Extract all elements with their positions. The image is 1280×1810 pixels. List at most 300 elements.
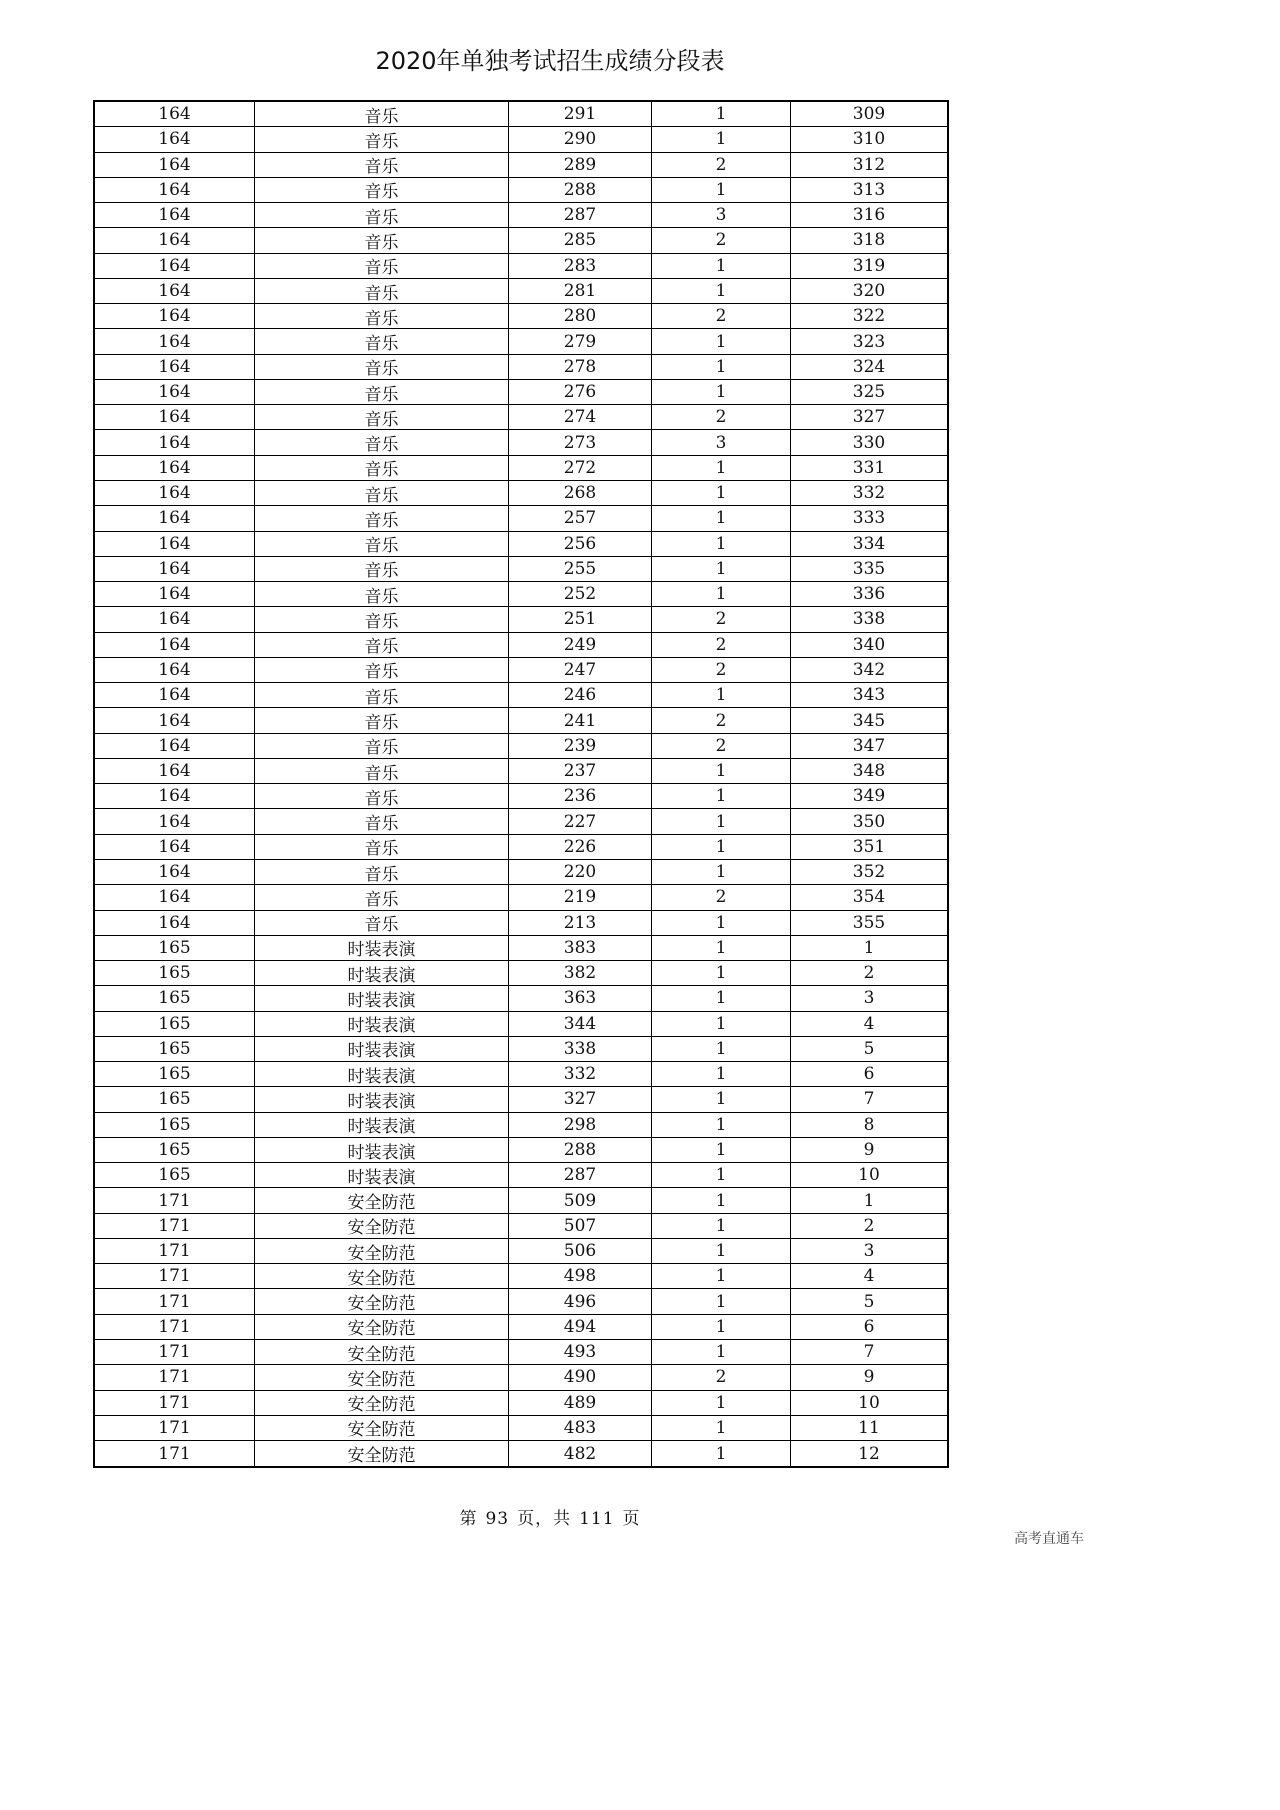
table-row <box>95 102 947 127</box>
score-cell: 383 <box>509 936 652 960</box>
category-name-cell: 安全防范 <box>255 1416 509 1440</box>
score-cell: 494 <box>509 1315 652 1339</box>
table-row <box>95 1315 947 1340</box>
count-cell: 1 <box>652 532 791 556</box>
category-name-cell: 安全防范 <box>255 1239 509 1263</box>
score-cell: 274 <box>509 405 652 429</box>
table-row <box>95 986 947 1011</box>
count-cell: 1 <box>652 683 791 707</box>
cumulative-count-cell: 320 <box>852 280 886 301</box>
count-cell: 2 <box>652 607 791 631</box>
count-cell: 1 <box>652 961 791 985</box>
score-cell: 278 <box>509 355 652 379</box>
cumulative-count-cell: 9 <box>863 1367 875 1388</box>
table-row <box>95 1012 947 1037</box>
category-code-cell: 164 <box>95 860 255 884</box>
count-cell: 1 <box>652 809 791 833</box>
table-row <box>95 254 947 279</box>
category-code-cell: 164 <box>95 911 255 935</box>
cumulative-count-cell: 5 <box>863 1291 875 1312</box>
cumulative-count-cell: 3 <box>863 988 875 1009</box>
cumulative-count-cell: 7 <box>863 1089 875 1110</box>
category-name-cell: 音乐 <box>255 228 509 252</box>
category-name-cell: 音乐 <box>255 683 509 707</box>
cumulative-count-cell: 7 <box>863 1342 875 1363</box>
category-name-cell: 安全防范 <box>255 1365 509 1389</box>
score-cell: 281 <box>509 279 652 303</box>
category-code-cell: 164 <box>95 784 255 808</box>
table-row <box>95 1214 947 1239</box>
score-cell: 280 <box>509 304 652 328</box>
cumulative-count-cell: 349 <box>852 786 886 807</box>
category-name-cell: 时装表演 <box>255 961 509 985</box>
category-name-cell: 音乐 <box>255 532 509 556</box>
score-cell: 247 <box>509 658 652 682</box>
category-code-cell: 165 <box>95 986 255 1010</box>
category-name-cell: 音乐 <box>255 279 509 303</box>
score-cell: 489 <box>509 1391 652 1415</box>
category-name-cell: 音乐 <box>255 304 509 328</box>
category-name-cell: 音乐 <box>255 885 509 909</box>
count-cell: 1 <box>652 1391 791 1415</box>
category-code-cell: 164 <box>95 355 255 379</box>
count-cell: 1 <box>652 127 791 151</box>
cumulative-count-cell: 4 <box>863 1266 875 1287</box>
category-code-cell: 164 <box>95 885 255 909</box>
score-cell: 226 <box>509 835 652 859</box>
category-name-cell: 音乐 <box>255 658 509 682</box>
footer-total-pages: 111 <box>579 1509 615 1529</box>
score-cell: 273 <box>509 430 652 454</box>
cumulative-count-cell: 352 <box>852 862 886 883</box>
category-code-cell: 164 <box>95 532 255 556</box>
category-name-cell: 安全防范 <box>255 1214 509 1238</box>
category-code-cell: 165 <box>95 1113 255 1137</box>
table-row <box>95 430 947 455</box>
score-cell: 291 <box>509 102 652 126</box>
category-code-cell: 171 <box>95 1391 255 1415</box>
count-cell: 1 <box>652 380 791 404</box>
score-cell: 241 <box>509 708 652 732</box>
count-cell: 1 <box>652 986 791 1010</box>
count-cell: 1 <box>652 1163 791 1187</box>
score-cell: 382 <box>509 961 652 985</box>
count-cell: 1 <box>652 1012 791 1036</box>
table-row <box>95 1087 947 1112</box>
category-code-cell: 171 <box>95 1315 255 1339</box>
category-name-cell: 音乐 <box>255 329 509 353</box>
cumulative-count-cell: 5 <box>863 1038 875 1059</box>
cumulative-count-cell: 318 <box>852 230 886 251</box>
category-name-cell: 音乐 <box>255 405 509 429</box>
table-row <box>95 860 947 885</box>
category-code-cell: 165 <box>95 961 255 985</box>
table-row <box>95 911 947 936</box>
score-cell: 213 <box>509 911 652 935</box>
table-row <box>95 532 947 557</box>
table-row <box>95 279 947 304</box>
category-code-cell: 171 <box>95 1340 255 1364</box>
category-name-cell: 音乐 <box>255 734 509 758</box>
category-code-cell: 164 <box>95 658 255 682</box>
score-cell: 483 <box>509 1416 652 1440</box>
score-cell: 257 <box>509 506 652 530</box>
category-code-cell: 164 <box>95 228 255 252</box>
category-code-cell: 164 <box>95 835 255 859</box>
cumulative-count-cell: 331 <box>852 457 886 478</box>
count-cell: 1 <box>652 1264 791 1288</box>
count-cell: 1 <box>652 784 791 808</box>
cumulative-count-cell: 324 <box>852 356 886 377</box>
score-cell: 220 <box>509 860 652 884</box>
category-code-cell: 164 <box>95 607 255 631</box>
score-cell: 298 <box>509 1113 652 1137</box>
count-cell: 2 <box>652 304 791 328</box>
category-code-cell: 164 <box>95 708 255 732</box>
cumulative-count-cell: 2 <box>863 963 875 984</box>
score-cell: 287 <box>509 203 652 227</box>
cumulative-count-cell: 2 <box>863 1215 875 1236</box>
score-cell: 279 <box>509 329 652 353</box>
count-cell: 2 <box>652 708 791 732</box>
category-code-cell: 164 <box>95 405 255 429</box>
cumulative-count-cell: 335 <box>852 558 886 579</box>
footer-suffix: 页 <box>622 1509 641 1529</box>
table-row <box>95 1289 947 1314</box>
category-code-cell: 171 <box>95 1214 255 1238</box>
category-name-cell: 安全防范 <box>255 1289 509 1313</box>
category-name-cell: 安全防范 <box>255 1188 509 1212</box>
table-row <box>95 557 947 582</box>
category-code-cell: 164 <box>95 809 255 833</box>
count-cell: 2 <box>652 228 791 252</box>
cumulative-count-cell: 10 <box>858 1165 880 1186</box>
count-cell: 1 <box>652 1087 791 1111</box>
cumulative-count-cell: 316 <box>852 205 886 226</box>
table-row <box>95 683 947 708</box>
category-name-cell: 音乐 <box>255 633 509 657</box>
count-cell: 1 <box>652 557 791 581</box>
category-code-cell: 164 <box>95 506 255 530</box>
score-cell: 219 <box>509 885 652 909</box>
category-code-cell: 171 <box>95 1416 255 1440</box>
table-row <box>95 456 947 481</box>
category-name-cell: 音乐 <box>255 153 509 177</box>
category-name-cell: 音乐 <box>255 607 509 631</box>
category-name-cell: 时装表演 <box>255 1062 509 1086</box>
category-code-cell: 164 <box>95 178 255 202</box>
category-name-cell: 音乐 <box>255 708 509 732</box>
table-row <box>95 1365 947 1390</box>
count-cell: 1 <box>652 1441 791 1466</box>
category-code-cell: 165 <box>95 1087 255 1111</box>
category-name-cell: 时装表演 <box>255 1113 509 1137</box>
category-name-cell: 音乐 <box>255 178 509 202</box>
score-cell: 509 <box>509 1188 652 1212</box>
table-row <box>95 835 947 860</box>
count-cell: 1 <box>652 1315 791 1339</box>
score-cell: 506 <box>509 1239 652 1263</box>
table-row <box>95 708 947 733</box>
table-row <box>95 506 947 531</box>
score-cell: 289 <box>509 153 652 177</box>
category-code-cell: 164 <box>95 254 255 278</box>
category-code-cell: 165 <box>95 1012 255 1036</box>
category-code-cell: 165 <box>95 1138 255 1162</box>
category-name-cell: 时装表演 <box>255 936 509 960</box>
category-code-cell: 171 <box>95 1188 255 1212</box>
score-cell: 283 <box>509 254 652 278</box>
cumulative-count-cell: 6 <box>863 1316 875 1337</box>
category-code-cell: 164 <box>95 304 255 328</box>
count-cell: 1 <box>652 1113 791 1137</box>
cumulative-count-cell: 348 <box>852 761 886 782</box>
score-cell: 276 <box>509 380 652 404</box>
category-name-cell: 音乐 <box>255 784 509 808</box>
page-title: 2020年单独考试招生成绩分段表 <box>375 47 725 75</box>
table-row <box>95 1441 947 1466</box>
count-cell: 2 <box>652 1365 791 1389</box>
category-code-cell: 164 <box>95 456 255 480</box>
score-cell: 493 <box>509 1340 652 1364</box>
count-cell: 1 <box>652 254 791 278</box>
count-cell: 2 <box>652 405 791 429</box>
cumulative-count-cell: 319 <box>852 255 886 276</box>
count-cell: 1 <box>652 1239 791 1263</box>
cumulative-count-cell: 11 <box>858 1417 880 1438</box>
table-row <box>95 178 947 203</box>
table-row <box>95 582 947 607</box>
count-cell: 1 <box>652 1188 791 1212</box>
score-cell: 272 <box>509 456 652 480</box>
category-name-cell: 安全防范 <box>255 1264 509 1288</box>
score-cell: 268 <box>509 481 652 505</box>
cumulative-count-cell: 336 <box>852 584 886 605</box>
table-row <box>95 658 947 683</box>
category-name-cell: 音乐 <box>255 254 509 278</box>
score-table <box>93 100 949 1468</box>
cumulative-count-cell: 350 <box>852 811 886 832</box>
count-cell: 1 <box>652 1062 791 1086</box>
category-code-cell: 171 <box>95 1365 255 1389</box>
category-code-cell: 164 <box>95 153 255 177</box>
watermark: 高考直通车 <box>1014 1531 1084 1547</box>
category-name-cell: 音乐 <box>255 481 509 505</box>
table-row <box>95 784 947 809</box>
category-name-cell: 时装表演 <box>255 1012 509 1036</box>
count-cell: 1 <box>652 1037 791 1061</box>
cumulative-count-cell: 10 <box>858 1392 880 1413</box>
category-name-cell: 音乐 <box>255 203 509 227</box>
score-cell: 496 <box>509 1289 652 1313</box>
category-code-cell: 171 <box>95 1264 255 1288</box>
table-row <box>95 1113 947 1138</box>
cumulative-count-cell: 325 <box>852 382 886 403</box>
score-cell: 255 <box>509 557 652 581</box>
table-row <box>95 1340 947 1365</box>
cumulative-count-cell: 355 <box>852 912 886 933</box>
count-cell: 2 <box>652 153 791 177</box>
category-code-cell: 164 <box>95 127 255 151</box>
category-code-cell: 164 <box>95 430 255 454</box>
cumulative-count-cell: 340 <box>852 634 886 655</box>
score-cell: 332 <box>509 1062 652 1086</box>
cumulative-count-cell: 327 <box>852 407 886 428</box>
count-cell: 2 <box>652 658 791 682</box>
category-name-cell: 音乐 <box>255 809 509 833</box>
category-name-cell: 时装表演 <box>255 1163 509 1187</box>
score-cell: 363 <box>509 986 652 1010</box>
category-code-cell: 164 <box>95 582 255 606</box>
cumulative-count-cell: 9 <box>863 1140 875 1161</box>
cumulative-count-cell: 6 <box>863 1064 875 1085</box>
category-name-cell: 时装表演 <box>255 1138 509 1162</box>
table-row <box>95 885 947 910</box>
category-name-cell: 音乐 <box>255 127 509 151</box>
table-row <box>95 380 947 405</box>
count-cell: 1 <box>652 835 791 859</box>
count-cell: 2 <box>652 734 791 758</box>
count-cell: 1 <box>652 178 791 202</box>
cumulative-count-cell: 347 <box>852 735 886 756</box>
page-footer <box>0 1504 1100 1529</box>
category-name-cell: 安全防范 <box>255 1441 509 1466</box>
table-row <box>95 304 947 329</box>
score-cell: 507 <box>509 1214 652 1238</box>
category-name-cell: 安全防范 <box>255 1340 509 1364</box>
cumulative-count-cell: 354 <box>852 887 886 908</box>
count-cell: 1 <box>652 1340 791 1364</box>
count-cell: 3 <box>652 203 791 227</box>
category-name-cell: 音乐 <box>255 102 509 126</box>
score-cell: 327 <box>509 1087 652 1111</box>
table-row <box>95 1062 947 1087</box>
category-name-cell: 音乐 <box>255 456 509 480</box>
score-cell: 227 <box>509 809 652 833</box>
table-row <box>95 405 947 430</box>
table-row <box>95 936 947 961</box>
cumulative-count-cell: 332 <box>852 483 886 504</box>
cumulative-count-cell: 313 <box>852 179 886 200</box>
category-name-cell: 音乐 <box>255 506 509 530</box>
score-cell: 246 <box>509 683 652 707</box>
count-cell: 1 <box>652 102 791 126</box>
score-cell: 344 <box>509 1012 652 1036</box>
category-name-cell: 时装表演 <box>255 986 509 1010</box>
score-cell: 239 <box>509 734 652 758</box>
table-row <box>95 1264 947 1289</box>
score-cell: 338 <box>509 1037 652 1061</box>
cumulative-count-cell: 330 <box>852 432 886 453</box>
score-cell: 287 <box>509 1163 652 1187</box>
category-code-cell: 171 <box>95 1239 255 1263</box>
score-cell: 237 <box>509 759 652 783</box>
table-row <box>95 329 947 354</box>
category-code-cell: 165 <box>95 1037 255 1061</box>
count-cell: 1 <box>652 1289 791 1313</box>
category-name-cell: 时装表演 <box>255 1037 509 1061</box>
footer-prefix: 第 <box>459 1509 478 1529</box>
category-code-cell: 164 <box>95 633 255 657</box>
table-row <box>95 1037 947 1062</box>
score-cell: 236 <box>509 784 652 808</box>
cumulative-count-cell: 1 <box>863 1190 875 1211</box>
category-code-cell: 165 <box>95 936 255 960</box>
category-name-cell: 安全防范 <box>255 1315 509 1339</box>
footer-mid: 页，共 <box>517 1509 572 1529</box>
score-cell: 482 <box>509 1441 652 1466</box>
count-cell: 1 <box>652 1214 791 1238</box>
table-row <box>95 127 947 152</box>
count-cell: 1 <box>652 279 791 303</box>
count-cell: 1 <box>652 329 791 353</box>
category-code-cell: 164 <box>95 683 255 707</box>
count-cell: 1 <box>652 506 791 530</box>
cumulative-count-cell: 4 <box>863 1013 875 1034</box>
cumulative-count-cell: 333 <box>852 508 886 529</box>
table-row <box>95 809 947 834</box>
table-row <box>95 1239 947 1264</box>
footer-page-number: 93 <box>485 1509 510 1529</box>
cumulative-count-cell: 345 <box>852 710 886 731</box>
score-cell: 251 <box>509 607 652 631</box>
cumulative-count-cell: 312 <box>852 154 886 175</box>
table-row <box>95 633 947 658</box>
count-cell: 1 <box>652 759 791 783</box>
category-name-cell: 音乐 <box>255 860 509 884</box>
cumulative-count-cell: 8 <box>863 1114 875 1135</box>
category-code-cell: 165 <box>95 1163 255 1187</box>
category-code-cell: 164 <box>95 759 255 783</box>
score-cell: 256 <box>509 532 652 556</box>
category-code-cell: 164 <box>95 279 255 303</box>
score-cell: 490 <box>509 1365 652 1389</box>
cumulative-count-cell: 351 <box>852 836 886 857</box>
table-row <box>95 1416 947 1441</box>
category-code-cell: 165 <box>95 1062 255 1086</box>
cumulative-count-cell: 1 <box>863 937 875 958</box>
category-code-cell: 171 <box>95 1289 255 1313</box>
table-row <box>95 1188 947 1213</box>
count-cell: 1 <box>652 481 791 505</box>
category-code-cell: 164 <box>95 734 255 758</box>
category-code-cell: 164 <box>95 380 255 404</box>
category-name-cell: 安全防范 <box>255 1391 509 1415</box>
table-row <box>95 759 947 784</box>
table-row <box>95 1163 947 1188</box>
category-name-cell: 音乐 <box>255 355 509 379</box>
score-cell: 285 <box>509 228 652 252</box>
table-row <box>95 1391 947 1416</box>
cumulative-count-cell: 343 <box>852 685 886 706</box>
score-cell: 288 <box>509 178 652 202</box>
score-cell: 498 <box>509 1264 652 1288</box>
cumulative-count-cell: 334 <box>852 533 886 554</box>
table-row <box>95 607 947 632</box>
count-cell: 1 <box>652 860 791 884</box>
score-cell: 290 <box>509 127 652 151</box>
count-cell: 2 <box>652 633 791 657</box>
cumulative-count-cell: 310 <box>852 129 886 150</box>
table-row <box>95 203 947 228</box>
category-name-cell: 音乐 <box>255 911 509 935</box>
category-code-cell: 164 <box>95 102 255 126</box>
count-cell: 1 <box>652 1416 791 1440</box>
cumulative-count-cell: 322 <box>852 306 886 327</box>
table-row <box>95 153 947 178</box>
table-row <box>95 481 947 506</box>
score-cell: 249 <box>509 633 652 657</box>
